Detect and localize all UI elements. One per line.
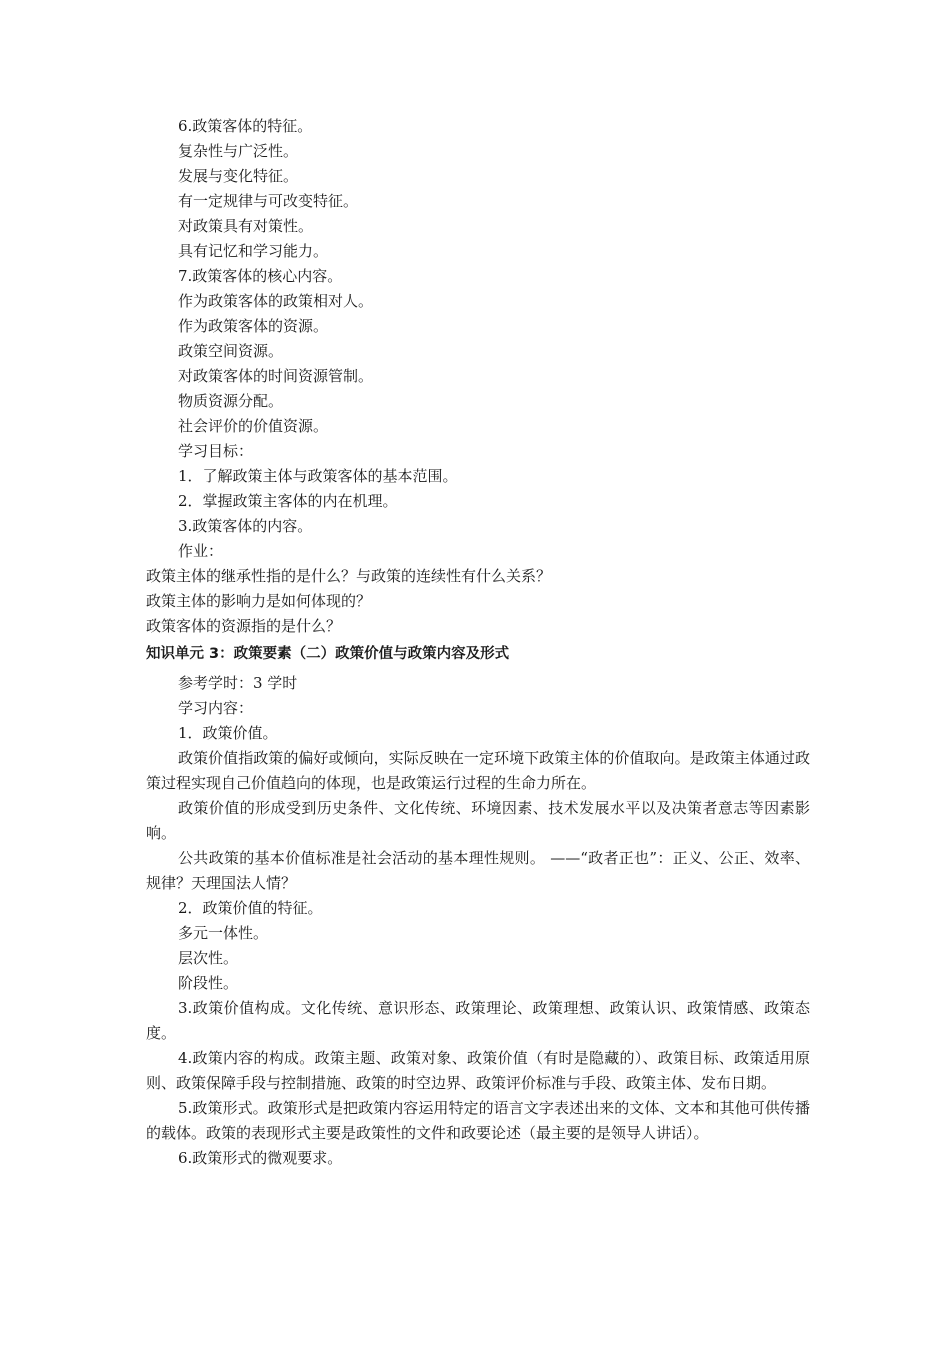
text-line: 阶段性。 bbox=[178, 974, 239, 992]
text-line: 具有记忆和学习能力。 bbox=[178, 242, 329, 260]
text-line: 层次性。 bbox=[178, 949, 239, 967]
text-line: 作为政策客体的政策相对人。 bbox=[178, 292, 374, 310]
text-line: 6.政策形式的微观要求。 bbox=[178, 1149, 343, 1167]
page-body bbox=[146, 114, 810, 1171]
paragraph: 3.政策价值构成。文化传统、意识形态、政策理论、政策理想、政策认识、政策情感、政策态度。 bbox=[146, 999, 810, 1042]
text-line: 多元一体性。 bbox=[178, 924, 269, 942]
text-line: 政策空间资源。 bbox=[178, 342, 284, 360]
text-line: 2．掌握政策主客体的内在机理。 bbox=[178, 492, 398, 510]
text-line: 物质资源分配。 bbox=[178, 392, 284, 410]
text-line: 2．政策价值的特征。 bbox=[178, 899, 323, 917]
text-line: 学习目标： bbox=[178, 442, 254, 460]
text-line: 社会评价的价值资源。 bbox=[178, 417, 329, 435]
text-line: 3.政策客体的内容。 bbox=[178, 517, 313, 535]
paragraph: 政策价值的形成受到历史条件、文化传统、环境因素、技术发展水平以及决策者意志等因素影响。 bbox=[146, 799, 810, 842]
text-line: 6.政策客体的特征。 bbox=[178, 117, 313, 135]
text-line: 学习内容： bbox=[178, 699, 254, 717]
text-line: 对政策具有对策性。 bbox=[178, 217, 314, 235]
text-line: 有一定规律与可改变特征。 bbox=[178, 192, 359, 210]
paragraph: 政策价值指政策的偏好或倾向，实际反映在一定环境下政策主体的价值取向。是政策主体通过政策过程实现自己价值趋向的体现，也是政策运行过程的生命力所在。 bbox=[146, 749, 810, 792]
paragraph: 公共政策的基本价值标准是社会活动的基本理性规则。 ——“政者正也”：正义、公正、效率、规律？天理国法人情？ bbox=[146, 849, 810, 892]
text-line: 复杂性与广泛性。 bbox=[178, 142, 299, 160]
text-line: 7.政策客体的核心内容。 bbox=[178, 267, 343, 285]
paragraph: 5.政策形式。政策形式是把政策内容运用特定的语言文字表述出来的文体、文本和其他可供传播的载体。政策的表现形式主要是政策性的文件和政要论述（最主要的是领导人讲话）。 bbox=[146, 1099, 810, 1142]
text-line: 参考学时：3 学时 bbox=[178, 674, 298, 692]
text-line: 作业： bbox=[178, 542, 224, 560]
text-line: 作为政策客体的资源。 bbox=[178, 317, 329, 335]
text-line: 1．了解政策主体与政策客体的基本范围。 bbox=[178, 467, 458, 485]
text-line: 发展与变化特征。 bbox=[178, 167, 299, 185]
text-line: 对政策客体的时间资源管制。 bbox=[178, 367, 374, 385]
homework-question: 政策客体的资源指的是什么？ bbox=[146, 617, 342, 635]
homework-question: 政策主体的继承性指的是什么？与政策的连续性有什么关系？ bbox=[146, 567, 552, 585]
homework-question: 政策主体的影响力是如何体现的？ bbox=[146, 592, 372, 610]
paragraph: 4.政策内容的构成。政策主题、政策对象、政策价值（有时是隐藏的）、政策目标、政策适用原则、政策保障手段与控制措施、政策的时空边界、政策评价标准与手段、政策主体、发布日期。 bbox=[146, 1049, 810, 1092]
text-line: 1．政策价值。 bbox=[178, 724, 278, 742]
section-heading: 知识单元 3：政策要素（二）政策价值与政策内容及形式 bbox=[146, 646, 510, 662]
